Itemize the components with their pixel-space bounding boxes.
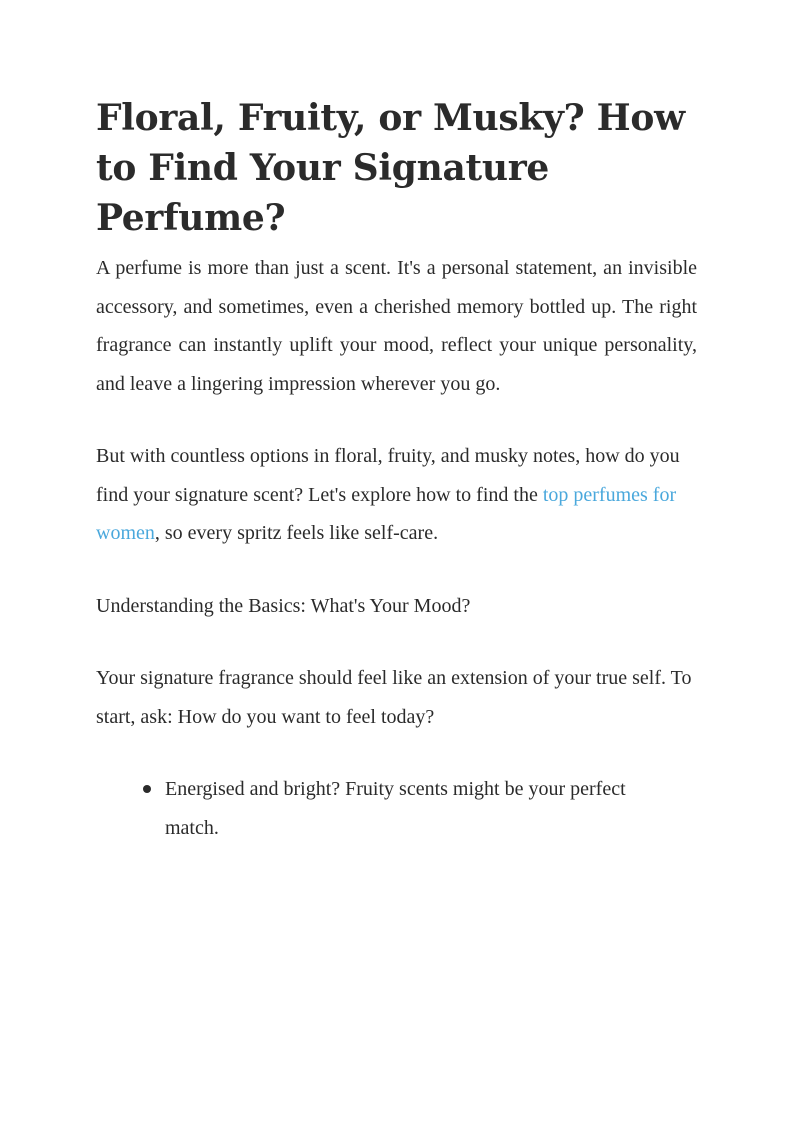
options-paragraph <box>96 437 697 553</box>
section-heading: Understanding the Basics: What's Your Mood? <box>96 594 471 617</box>
options-text-after-link: , so every spritz feels like self-care. <box>154 522 439 544</box>
document-page <box>96 0 697 847</box>
options-text-before-link: But with countless options in floral, fruity, and musky notes, how do you find your signature scent? Let's explore how to find the <box>96 445 680 506</box>
list-item-text: Energised and bright? Fruity scents might be your perfect match. <box>165 778 626 839</box>
bullet-icon <box>143 785 151 793</box>
top-perfumes-link[interactable]: top perfumes for women <box>96 483 677 544</box>
mood-paragraph: Your signature fragrance should feel like an extension of your true self. To start, ask: How do you want to feel today? <box>96 667 692 728</box>
list-item <box>165 770 645 847</box>
intro-paragraph: A perfume is more than just a scent. It's a personal statement, an invisible accessory, and sometimes, even a cherished memory bottled up. The right fragrance can instantly uplift your mood, reflect your unique personality, and leave a lingering impression wherever you go. <box>96 257 697 395</box>
article-title: Floral, Fruity, or Musky? How to Find Your Signature Perfume? <box>96 97 685 239</box>
mood-list <box>96 770 697 847</box>
